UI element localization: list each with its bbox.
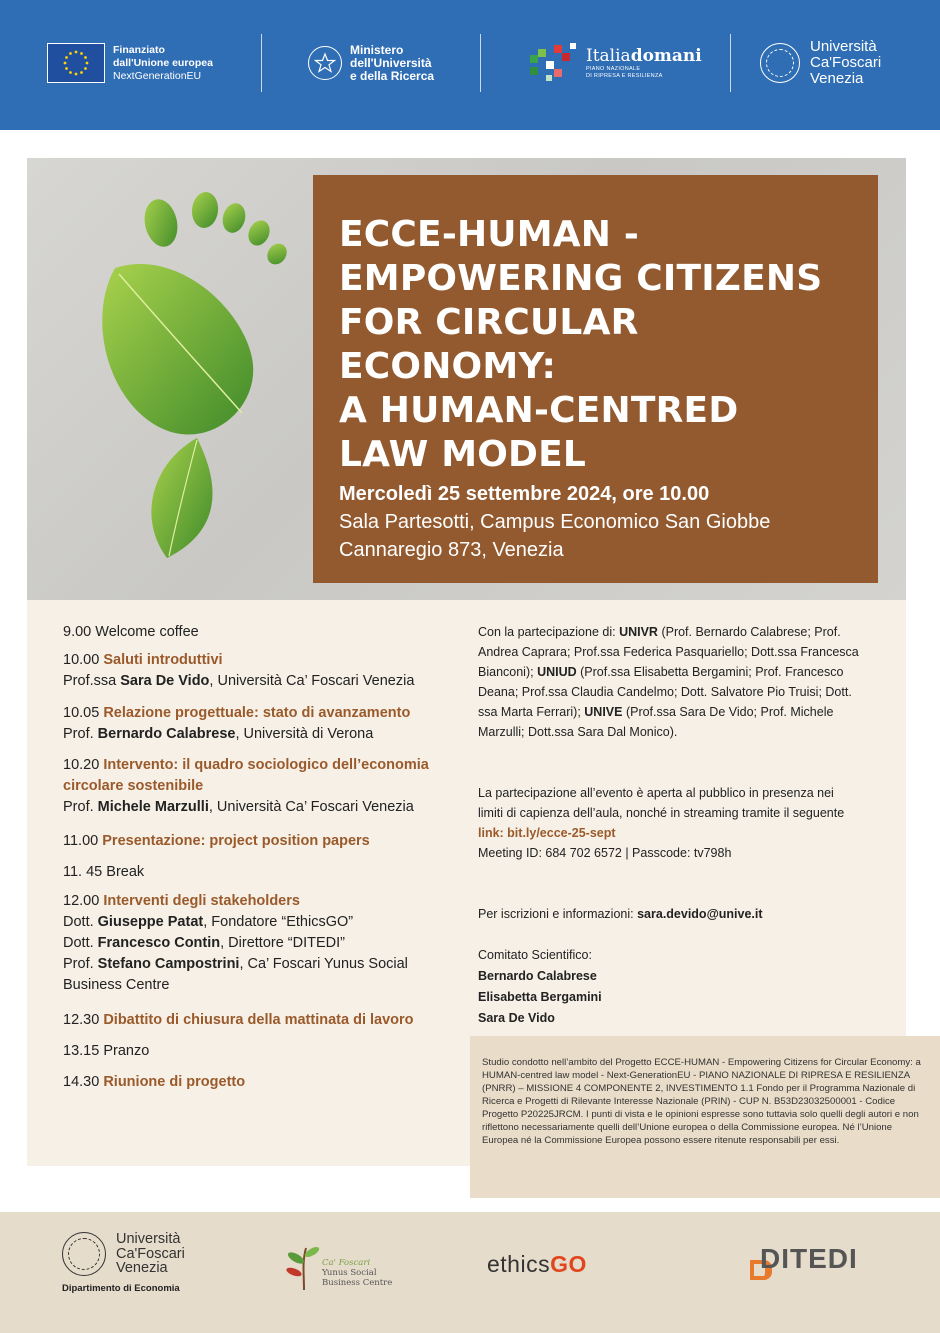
program-item (63, 862, 144, 883)
contact-email[interactable]: sara.devido@unive.it (637, 907, 763, 921)
program-time: 9.00 (63, 624, 92, 640)
event-date: Mercoledì 25 settembre 2024, ore 10.00 (339, 483, 710, 505)
pnrr-sub1: PIANO NAZIONALE (586, 66, 641, 72)
domani-word: domani (630, 46, 702, 66)
speaker-name: Michele Marzulli (97, 799, 209, 815)
header-divider (730, 34, 731, 92)
footer-univ-line: Università (116, 1231, 181, 1247)
speaker-affiliation: Business Centre (63, 977, 170, 993)
participation-line: Marzulli; Dott.ssa Sara Dal Monico). (478, 725, 678, 739)
speaker-prefix: Prof.ssa (63, 673, 121, 689)
program-title: Relazione progettuale: stato di avanzamento (103, 705, 411, 721)
yunus-line: Business Centre (322, 1278, 393, 1288)
program-time: 10.20 (63, 757, 100, 773)
program-time: 10.05 (63, 705, 100, 721)
speaker-prefix: Prof. (63, 799, 98, 815)
speaker-prefix: Prof. (63, 726, 98, 742)
program-title: Interventi degli stakeholders (103, 893, 300, 909)
program-item (63, 703, 410, 745)
access-text (478, 783, 878, 863)
speaker-affiliation: , Fondatore “EthicsGO” (203, 914, 354, 930)
disclaimer: Studio condotto nell’ambito del Progetto ECCE-HUMAN - Empowering Citizens for Circular Economy: a HUMAN-centred law model - Next-GenerationEU - PIANO NAZIONALE DI RIPRESA E RESILIENZA (PNRR) – MISSIONE 4 COMPONENTE 2, INVESTIMENTO 1.1 Fondo per il Programma Nazionale di Ricerca e Progetti di Rilevante Interesse Nazionale (PRIN) - CUP N. B53D23032500001 - Codice Progetto P20225JRCM. I punti di vista e le opinioni espresse sono tuttavia solo quelli degli autori e non riflettono necessariamente quelli dell’Unione europea o della Commissione europea. Né l’Unione Europea né la Commissione Europea possono essere ritenute responsabili per essi. (470, 1036, 940, 1198)
italia-word: Italia (586, 46, 631, 66)
event-title: ECCE-HUMAN - EMPOWERING CITIZENS FOR CIRCULAR ECONOMY: A HUMAN-CENTRED LAW MODEL (339, 214, 823, 475)
program-item (63, 650, 414, 692)
program-time: 11.00 (63, 833, 99, 849)
committee-member: Elisabetta Bergamini (478, 990, 602, 1004)
program-title: Welcome coffee (95, 624, 199, 640)
cf-line2: Ca'Foscari (810, 54, 882, 71)
program-title: Riunione di progetto (103, 1074, 246, 1090)
yunus-line: Ca' Foscari (322, 1258, 371, 1268)
speaker-prefix: Dott. (63, 935, 98, 951)
footer-univ-line: Ca'Foscari (116, 1245, 185, 1262)
program-title: Presentazione: project position papers (102, 833, 370, 849)
program-title: Pranzo (103, 1043, 150, 1059)
participation-line: (Prof. Bernardo Calabrese; Prof. (657, 625, 841, 639)
ethics-word: ethics (487, 1251, 551, 1277)
eu-line3: NextGenerationEU (113, 69, 202, 82)
speaker-prefix: Prof. (63, 956, 98, 972)
speaker-name: Stefano Campostrini (97, 956, 240, 972)
university-seal-icon (760, 43, 800, 83)
program-item (63, 1072, 245, 1093)
committee (478, 945, 878, 1029)
program-item (63, 831, 370, 852)
ministry-logo (308, 34, 434, 92)
program-title: Saluti introduttivi (103, 652, 223, 668)
university-seal-icon (62, 1232, 106, 1276)
speaker-name: Francesco Contin (97, 935, 221, 951)
program-time: 10.00 (63, 652, 100, 668)
participation-line: ssa Marta Ferrari); (478, 705, 585, 719)
department-name: Dipartimento di Economia (62, 1283, 180, 1294)
participation-text (478, 622, 878, 742)
cf-line3: Venezia (810, 70, 864, 87)
committee-member: Sara De Vido (478, 1011, 555, 1025)
header-divider (261, 34, 262, 92)
program-time: 11. 45 (63, 864, 103, 880)
ministry-line1: Ministero (350, 42, 404, 57)
speaker-name: Bernardo Calabrese (97, 726, 236, 742)
speaker-affiliation: , Università Ca’ Foscari Venezia (208, 799, 414, 815)
eu-flag-icon (47, 43, 105, 83)
access-line: limiti di capienza dell’aula, nonché in streaming tramite il seguente (478, 806, 845, 820)
program-time: 12.30 (63, 1012, 100, 1028)
speaker-name: Sara De Vido (120, 673, 210, 689)
event-venue-line1: Sala Partesotti, Campus Economico San Giobbe (339, 511, 771, 533)
participation-org: UNIUD (537, 665, 577, 679)
footer-cafoscari-logo (116, 1232, 185, 1276)
speaker-affiliation: , Università Ca’ Foscari Venezia (209, 673, 415, 689)
speaker-name: Giuseppe Patat (97, 914, 204, 930)
participation-org: UNIVE (584, 705, 623, 719)
ethicsgo-logo (487, 1251, 587, 1278)
eu-line2: dall'Unione europea (113, 56, 213, 69)
participation-line: Bianconi); (478, 665, 538, 679)
speaker-affiliation: , Ca’ Foscari Yunus Social (239, 956, 408, 972)
pnrr-sub2: DI RIPRESA E RESILIENZA (586, 73, 663, 79)
yunus-logo (322, 1258, 392, 1288)
program-time: 13.15 (63, 1043, 100, 1059)
ministry-line3: e della Ricerca (350, 68, 435, 83)
participation-line: (Prof.ssa Sara De Vido; Prof. Michele (622, 705, 834, 719)
committee-label: Comitato Scientifico: (478, 948, 592, 962)
cafoscari-logo (760, 34, 881, 92)
program-title: Intervento: il quadro sociologico dell’economia (103, 757, 429, 773)
header-divider (480, 34, 481, 92)
program-title: Break (106, 864, 145, 880)
speaker-prefix: Dott. (63, 914, 98, 930)
participation-line: Deana; Prof.ssa Claudia Candelmo; Dott. Salvatore Pio Truisi; Dott. (478, 685, 852, 699)
speaker-affiliation: , Direttore “DITEDI” (220, 935, 345, 951)
program-item (63, 1010, 414, 1031)
participation-org: UNIVR (619, 625, 658, 639)
program-time: 12.00 (63, 893, 100, 909)
go-word: GO (550, 1251, 587, 1277)
plant-icon (284, 1238, 322, 1292)
ministry-line2: dell'Università (350, 55, 432, 70)
eu-line1: Finanziato (113, 43, 165, 56)
footer-univ-line: Venezia (116, 1260, 168, 1276)
speaker-affiliation: , Università di Verona (235, 726, 374, 742)
contact-text (478, 904, 878, 924)
access-line: La partecipazione all’evento è aperta al pubblico in presenza nei (478, 786, 834, 800)
eu-logo (47, 34, 213, 92)
event-venue-line2: Cannaregio 873, Venezia (339, 539, 564, 561)
italia-domani-icon (526, 39, 580, 87)
program-item (63, 622, 199, 643)
ditedi-logo: DITEDI (760, 1243, 858, 1274)
program-time: 14.30 (63, 1074, 100, 1090)
participation-line: Con la partecipazione di: (478, 625, 620, 639)
program-item (63, 755, 429, 818)
committee-member: Bernardo Calabrese (478, 969, 597, 983)
contact-label: Per iscrizioni e informazioni: (478, 907, 638, 921)
meeting-id: Meeting ID: 684 702 6572 | Passcode: tv798h (478, 846, 732, 860)
program-title-cont: circolare sostenibile (63, 778, 204, 794)
program-item (63, 891, 408, 996)
streaming-link[interactable]: link: bit.ly/ecce-25-sept (478, 826, 616, 840)
program-item (63, 1041, 149, 1062)
title-box (313, 175, 878, 583)
italia-domani-logo (526, 34, 702, 92)
cf-line1: Università (810, 38, 877, 55)
yunus-line: Yunus Social (322, 1268, 377, 1278)
participation-line: (Prof.ssa Elisabetta Bergamini; Prof. Francesco (576, 665, 844, 679)
republic-emblem-icon (308, 46, 342, 80)
participation-line: Andrea Caprara; Prof.ssa Federica Pasquariello; Dott.ssa Francesca (478, 645, 859, 659)
program-title: Dibattito di chiusura della mattinata di lavoro (103, 1012, 414, 1028)
